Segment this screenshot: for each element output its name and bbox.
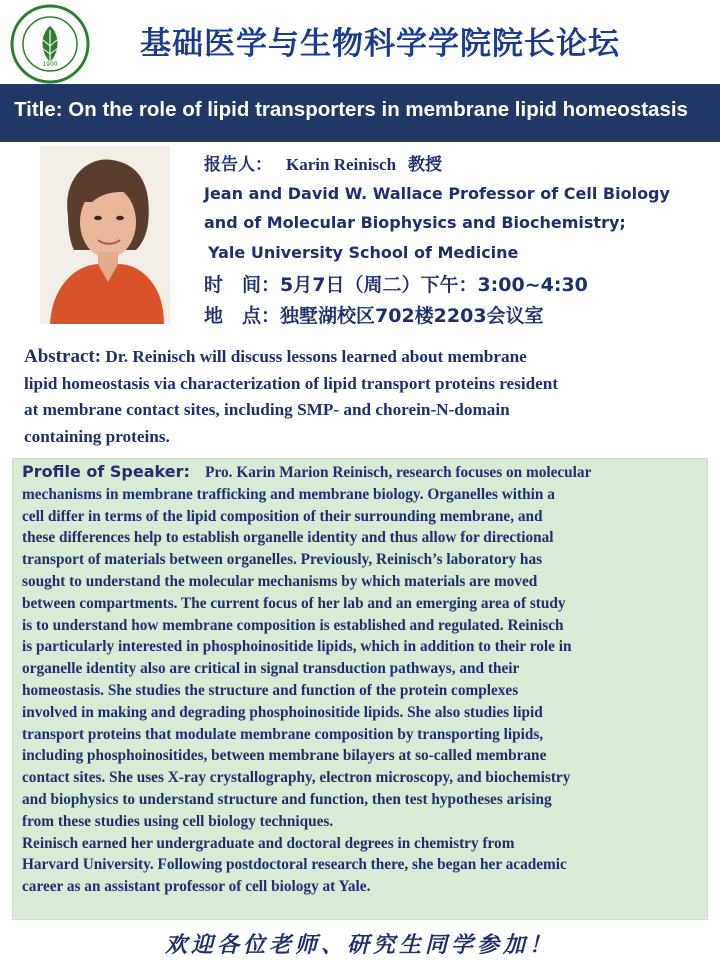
welcome-message: 欢迎各位老师、研究生同学参加！	[164, 933, 555, 958]
profile-line: sought to understand the molecular mechanisms by which materials are moved	[22, 572, 538, 590]
speaker-rank: 教授	[408, 155, 443, 175]
profile-line: transport proteins that modulate membrane composition by transporting lipids,	[22, 725, 544, 743]
profile-line: transport of materials between organelles. Previously, Reinisch’s laboratory has	[22, 551, 543, 569]
profile-line: these differences help to establish organelle identity and thus allow for directional	[22, 529, 554, 547]
forum-title: 基础医学与生物科学学院院长论坛	[140, 26, 620, 62]
speaker-label: 报告人：	[204, 155, 272, 175]
speaker-position-1: Jean and David W. Wallace Professor of Cell Biology	[204, 184, 670, 203]
abstract-line: lipid homeostasis via characterization of lipid transport proteins resident	[24, 373, 559, 393]
school-logo	[10, 4, 90, 84]
abstract-line: containing proteins.	[24, 426, 170, 446]
profile-line: is to understand how membrane composition is established and regulated. Reinisch	[22, 616, 564, 634]
profile-line: homeostasis. She studies the structure and function of the protein complexes	[22, 681, 519, 699]
speaker-position-2: and of Molecular Biophysics and Biochemistry;	[204, 213, 626, 232]
talk-title: Title: On the role of lipid transporters in membrane lipid homeostasis	[14, 98, 688, 121]
event-place: 地 点：独墅湖校区702楼2203会议室	[204, 305, 544, 327]
profile-line: mechanisms in membrane trafficking and membrane biology. Organelles within a	[22, 485, 555, 503]
profile-line: including phosphoinositides, between membrane bilayers at so-called membrane	[22, 747, 547, 765]
profile-line: between compartments. The current focus of her lab and an emerging area of study	[22, 594, 566, 612]
abstract-label: Abstract:	[24, 346, 102, 367]
abstract-line: Abstract: Dr. Reinisch will discuss lessons learned about membrane	[24, 346, 527, 367]
abstract-line: at membrane contact sites, including SMP- and chorein-N-domain	[24, 400, 510, 419]
profile-line: involved in making and degrading phosphoinositide lipids. She also studies lipid	[22, 703, 543, 721]
profile-line: career as an assistant professor of cell biology at Yale.	[22, 878, 371, 896]
profile-line: organelle identity also are critical in signal transduction pathways, and their	[22, 660, 520, 678]
profile-label: Profile of Speaker:	[22, 462, 190, 481]
profile-line: cell differ in terms of the lipid composition of their surrounding membrane, and	[22, 507, 543, 525]
speaker-name: Karin Reinisch	[286, 155, 397, 174]
profile-line: Profile of Speaker: Pro. Karin Marion Reinisch, research focuses on molecular	[22, 462, 592, 481]
abstract-section	[24, 344, 694, 450]
speaker-affiliation: Yale University School of Medicine	[208, 243, 519, 262]
profile-line: Reinisch earned her undergraduate and doctoral degrees in chemistry from	[22, 834, 515, 852]
profile-line: is particularly interested in phosphoinositide lipids, which in addition to their role in	[22, 638, 572, 656]
profile-line: contact sites. She uses X-ray crystallography, electron microscopy, and biochemistry	[22, 769, 571, 787]
profile-line: from these studies using cell biology techniques.	[22, 812, 334, 830]
svg-text:1900: 1900	[42, 61, 58, 68]
event-time: 时 间：5月7日（周二）下午：3:00~4:30	[204, 274, 588, 296]
speaker-photo	[40, 146, 170, 324]
profile-section	[22, 461, 706, 898]
profile-line: and biophysics to understand structure and function, then test hypotheses arising	[22, 790, 552, 808]
speaker-line	[204, 150, 442, 175]
profile-line: Harvard University. Following postdoctoral research there, she began her academic	[22, 856, 567, 874]
